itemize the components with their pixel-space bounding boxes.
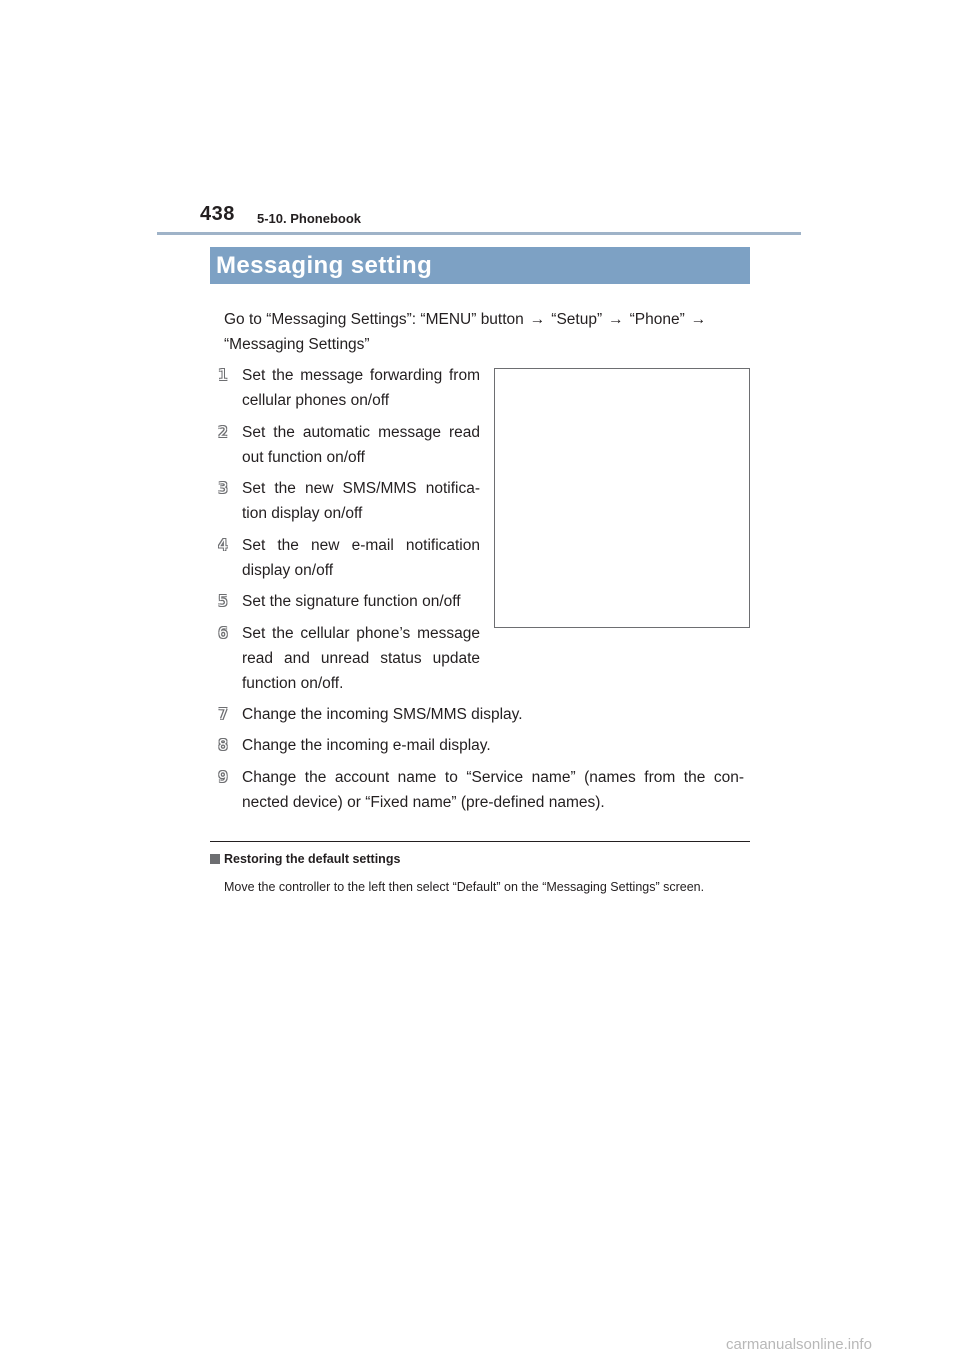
watermark: carmanualsonline.info: [726, 1336, 872, 1353]
screen-illustration-frame: [494, 368, 750, 628]
square-bullet-icon: [210, 854, 220, 864]
callout-number-5: 5: [218, 592, 228, 610]
callout-number-1: 1: [218, 366, 228, 384]
list-item-text: Set the cellular phone’s message read and unread status update function on/off.: [242, 625, 480, 692]
note-heading-text: Restoring the default settings: [224, 852, 401, 866]
callout-number-3: 3: [218, 479, 228, 497]
list-item-text: Set the message forwarding from cellular phones on/off: [242, 367, 480, 409]
section-divider: [210, 841, 750, 842]
callout-number-6: 6: [218, 624, 228, 642]
arrow-right-icon: →: [690, 311, 707, 328]
intro-part-1: Go to “Messaging Settings”: “MENU” button: [224, 311, 524, 328]
list-item-text: Set the new e-mail notification display on/off: [242, 537, 480, 579]
callout-number-9: 9: [218, 768, 228, 786]
intro-part-2: “Setup”: [551, 311, 603, 328]
callout-number-2: 2: [218, 423, 228, 441]
note-body: Move the controller to the left then select “Default” on the “Messaging Settings” screen.: [224, 880, 705, 894]
arrow-right-icon: →: [529, 311, 546, 328]
list-item-text: Set the automatic message read out function on/off: [242, 424, 480, 466]
note-heading: [210, 852, 400, 866]
chapter-title: 5-10. Phonebook: [257, 211, 362, 226]
list-item-text: Set the new SMS/MMS notifica-tion display on/off: [242, 480, 480, 522]
callout-number-8: 8: [218, 736, 228, 754]
callout-number-7: 7: [218, 705, 228, 723]
list-item-text: Change the incoming SMS/MMS display.: [242, 706, 523, 723]
list-item-text: Change the incoming e-mail display.: [242, 737, 491, 754]
intro-part-4: “Messaging Settings”: [224, 336, 370, 353]
callout-number-4: 4: [218, 536, 228, 554]
intro-paragraph: [224, 307, 752, 357]
page-number: 438: [200, 203, 235, 225]
intro-part-3: “Phone”: [629, 311, 685, 328]
section-heading-bar: [210, 247, 750, 284]
list-item-text: Set the signature function on/off: [242, 593, 461, 610]
section-title: Messaging setting: [216, 252, 433, 279]
header-rule: [157, 232, 801, 235]
list-item-text: Change the account name to “Service name” (names from the con-nected device) or “Fixed name” (pre-defined names).: [242, 769, 744, 811]
arrow-right-icon: →: [608, 311, 624, 328]
